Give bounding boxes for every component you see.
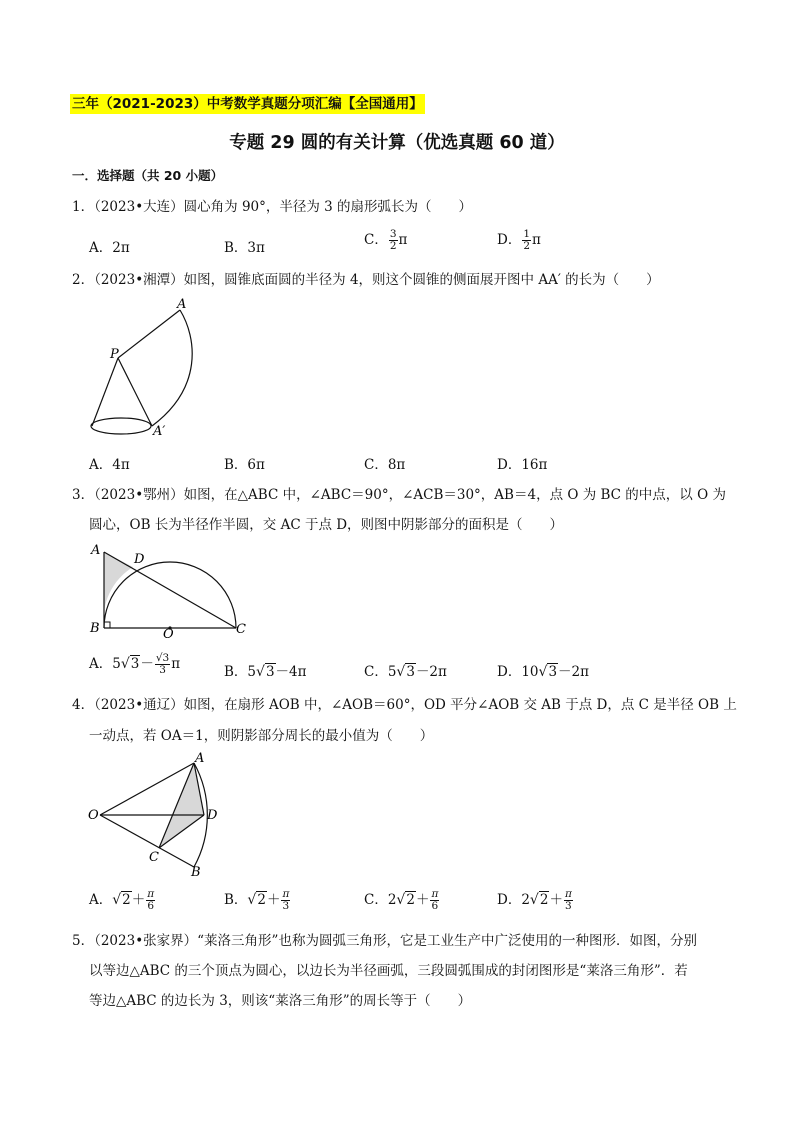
question-5-line-3: 等边△ABC 的边长为 3，则该“莱洛三角形”的周长等于（ ） [89,993,472,1009]
question-5-line-2: 以等边△ABC 的三个顶点为圆心，以边长为半径画弧，三段圆弧围成的封闭图形是“莱洛三角形”．若 [89,963,688,979]
q1-c-num: 3 [389,228,397,240]
q4-label-o: O [88,808,99,823]
q3-label-a: A [91,543,101,558]
q4-label-b: B [191,865,201,880]
q4-c-plus: ＋ [415,892,430,908]
q3-a-suffix: π [171,656,181,672]
q4-shaded-triangle [159,763,204,848]
q1-option-c[interactable] [364,228,407,252]
q3-d-suffix: －2π [558,664,589,680]
q3-d-radicand: 3 [548,664,558,680]
q2-line-pa2 [118,358,152,426]
q4-d-plus: ＋ [549,892,563,908]
q3-d-prefix: D．10 [497,664,539,680]
q1-option-d[interactable] [497,228,541,252]
q2-option-b[interactable]: B．6π [224,457,265,473]
question-2-text: 2．（2023•湘潭）如图，圆锥底面圆的半径为 4，则这个圆锥的侧面展开图中 AA′ 的长为（ ） [72,272,660,288]
q4-b-fraction [281,889,290,912]
radical-sign: √ [256,664,265,680]
question-3-line-1: 3．（2023•鄂州）如图，在△ABC 中，∠ABC＝90°，∠ACB＝30°，AB＝4，点 O 为 BC 的中点，以 O 为 [72,487,726,503]
q3-a-den: 3 [159,664,166,676]
q3-b-radicand: 3 [265,664,275,680]
q4-b-den: 3 [282,900,290,912]
q3-c-prefix: C．5 [364,664,397,680]
q3-triangle-figure [86,540,251,640]
q4-option-a[interactable] [89,888,156,912]
radical-sign: √ [396,892,406,908]
q1-d-fraction [522,229,531,252]
q2-label-a: A [177,297,187,312]
q2-label-p: P [110,347,119,362]
q2-option-a[interactable]: A．4π [89,457,130,473]
q3-option-c[interactable] [364,660,447,680]
q3-a-minus: － [140,656,154,672]
q4-label-a: A [195,751,205,766]
q3-a-fraction [155,653,170,676]
q1-option-a[interactable]: A．2π [89,240,130,256]
q3-option-d[interactable] [497,660,589,680]
question-3-line-2: 圆心，OB 长为半径作半圆，交 AC 于点 D，则图中阴影部分的面积是（ ） [89,517,564,533]
q4-sector-figure [86,750,226,880]
q3-c-suffix: －2π [415,664,447,680]
section-heading: 一．选择题（共 20 小题） [72,168,224,183]
q4-option-c[interactable] [364,888,440,912]
q3-b-prefix: B．5 [224,664,257,680]
q1-d-prefix: D． [497,232,522,248]
q1-d-suffix: π [532,232,541,248]
q4-c-fraction [430,889,439,912]
q4-d-prefix: D．2 [497,892,530,908]
q4-a-num-text: π [147,888,155,900]
q3-a-radicand: 3 [130,656,140,672]
q4-b-prefix: B． [224,892,248,908]
q4-d-radicand: 2 [539,892,549,908]
radical-sign: √ [396,664,406,680]
q4-c-prefix: C．2 [364,892,397,908]
radical-sign: √ [112,892,122,908]
series-banner: 三年（2021-2023）中考数学真题分项汇编【全国通用】 [72,96,423,112]
q4-c-den: 6 [431,900,439,912]
radical-sign: √ [529,892,539,908]
q3-a-prefix: A．5 [89,656,121,672]
q1-c-prefix: C． [364,232,388,248]
q4-label-c: C [149,850,159,865]
question-4-line-2: 一动点，若 OA＝1，则阴影部分周长的最小值为（ ） [89,728,434,744]
q3-label-o: O [163,627,174,642]
q3-c-radicand: 3 [406,664,415,680]
q3-label-c: C [236,622,246,637]
q3-label-b: B [90,621,100,636]
q3-option-b[interactable] [224,660,307,680]
q3-right-angle-mark [104,622,110,628]
page-title: 专题 29 圆的有关计算（优选真题 60 道） [229,133,565,153]
q4-label-d: D [207,808,218,823]
q3-side-ac [104,552,236,628]
q4-c-num-text: π [431,888,439,900]
q4-a-radicand: 2 [122,892,131,908]
q2-base-ellipse [91,418,151,434]
q4-d-fraction [564,889,573,912]
radical-sign: √ [247,892,257,908]
radical-sign: √ [120,656,130,672]
question-1-text: 1．（2023•大连）圆心角为 90°，半径为 3 的扇形弧长为（ ） [72,199,473,215]
q4-d-num-text: π [564,888,572,900]
q1-d-num: 1 [523,228,531,240]
q3-shaded-region [103,552,133,628]
q2-option-d[interactable]: D．16π [497,457,548,473]
q2-label-a-prime: A′ [153,424,166,439]
q1-c-suffix: π [398,232,408,248]
q4-b-plus: ＋ [266,892,281,908]
q4-b-radicand: 2 [257,892,266,908]
q2-line-left [92,358,118,426]
q4-a-plus: ＋ [131,892,146,908]
q4-c-radicand: 2 [406,892,415,908]
q3-option-a[interactable] [89,652,180,676]
q1-d-den: 2 [523,240,531,252]
q3-a-num: √3 [155,652,170,664]
q4-option-b[interactable] [224,888,291,912]
q2-option-c[interactable]: C．8π [364,457,406,473]
q4-b-num-text: π [282,888,290,900]
q4-a-fraction [146,889,155,912]
q1-c-fraction [389,229,398,252]
q4-a-prefix: A． [89,892,113,908]
question-4-line-1: 4．（2023•通辽）如图，在扇形 AOB 中，∠AOB＝60°，OD 平分∠AOB 交 AB 于点 D，点 C 是半径 OB 上 [72,697,737,713]
q3-label-d: D [134,552,145,567]
question-5-line-1: 5．（2023•张家界）“莱洛三角形”也称为圆弧三角形，它是工业生产中广泛使用的一种图形．如图，分别 [72,933,697,949]
q1-c-den: 2 [389,240,397,252]
q4-d-den: 3 [565,900,572,912]
q2-line-pa [118,310,180,358]
q4-a-den: 6 [147,900,155,912]
q2-cone-figure [85,298,225,443]
q3-b-suffix: －4π [275,664,307,680]
q4-option-d[interactable] [497,888,574,912]
q1-option-b[interactable]: B．3π [224,240,265,256]
radical-sign: √ [538,664,548,680]
